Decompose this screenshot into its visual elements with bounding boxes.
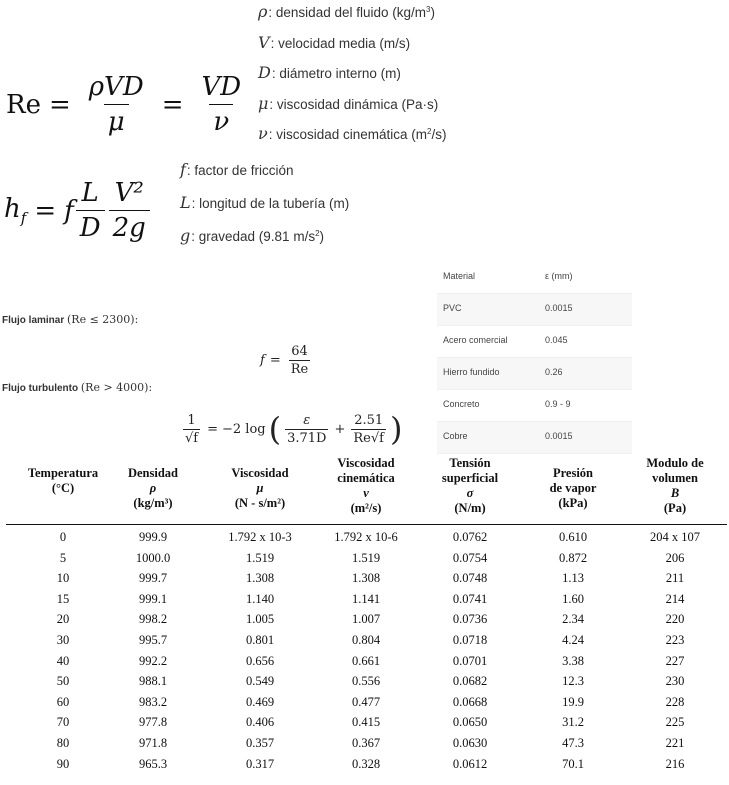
material-header: Material [443, 271, 476, 281]
table-cell: 223 [665, 633, 685, 647]
equals-sign: = [161, 89, 184, 120]
table-cell: 70.1 [562, 756, 584, 771]
laminar-flow-title: Flujo laminar [2, 315, 65, 326]
legend-text: : longitud de la tubería (m) [191, 196, 350, 211]
table-cell: 1000.0 [135, 550, 171, 565]
column-header-line: (°C) [51, 481, 75, 495]
equals-sign: = [207, 421, 219, 437]
table-cell: 1.141 [351, 591, 381, 606]
table-cell: 983.2 [138, 694, 168, 709]
table-cell: 1.519 [351, 550, 381, 565]
table-cell: 1.005 [245, 612, 275, 627]
head-loss-subscript: f [20, 209, 27, 228]
table-cell: 0.0701 [452, 653, 488, 668]
table-cell: 999.7 [138, 571, 168, 586]
table-cell: 0.367 [351, 736, 381, 750]
table-row [0, 713, 729, 734]
head-loss-numerator-1: L [81, 178, 99, 208]
table-cell: 228 [665, 694, 685, 709]
material-cell: Acero comercial [443, 335, 508, 345]
column-header-line: volumen [652, 471, 698, 485]
table-row [0, 693, 729, 714]
table-cell: 0.0630 [452, 736, 488, 750]
table-cell: 5 [59, 550, 67, 565]
colebrook-term2-denominator: Re√f [353, 430, 384, 446]
table-cell: 0.0650 [452, 715, 488, 730]
table-row [0, 569, 729, 590]
head-loss-denominator-2: 2g [109, 210, 150, 243]
colebrook-term1-denominator: 3.71D [287, 430, 327, 446]
colebrook-term2-numerator: 2.51 [354, 412, 384, 428]
roughness-cell: 0.26 [545, 367, 563, 377]
table-cell: 0.0741 [452, 591, 488, 606]
column-header [108, 466, 198, 511]
table-cell: 1.519 [245, 550, 275, 565]
table-cell: 60 [56, 694, 70, 709]
roughness-cell: 0.0015 [545, 431, 573, 441]
column-header-line: B [670, 486, 680, 500]
laminar-numerator: 64 [291, 344, 308, 359]
column-header-line: (m²/s) [350, 501, 382, 515]
table-cell: 20 [56, 612, 70, 627]
table-cell: 225 [665, 715, 685, 730]
table-cell: 3.38 [562, 653, 584, 668]
legend-symbol: f [180, 160, 186, 179]
column-header [205, 466, 315, 511]
table-cell: 4.24 [562, 633, 584, 647]
equals-sign: = [34, 195, 57, 226]
column-header-line: Presión [552, 466, 594, 480]
roughness-header: ε (mm) [545, 271, 573, 281]
colebrook-term1-numerator: ε [303, 412, 311, 428]
table-cell: 206 [665, 550, 685, 565]
laminar-lhs: f [260, 353, 265, 368]
column-header [420, 456, 520, 516]
table-cell: 227 [665, 653, 685, 668]
table-cell: 1.308 [245, 571, 275, 586]
column-header-line: cinemática [337, 471, 395, 485]
legend-text: : factor de fricción [186, 163, 294, 178]
table-cell: 211 [665, 571, 685, 586]
colebrook-lhs-numerator: 1 [187, 412, 196, 428]
table-cell: 15 [56, 591, 70, 606]
material-cell: Hierro fundido [443, 367, 500, 377]
left-paren: ( [268, 410, 282, 448]
table-cell: 0 [59, 530, 67, 544]
table-cell: 0.357 [245, 736, 275, 750]
column-header-line: Temperatura [27, 466, 99, 480]
colebrook-coefficient: −2 log [222, 421, 266, 437]
column-header-line: (kg/m³) [133, 496, 173, 510]
column-header-line: Viscosidad [231, 466, 289, 480]
roughness-cell: 0.9 - 9 [545, 399, 571, 409]
table-cell: 0.469 [245, 694, 275, 709]
legend-symbol: L [180, 193, 191, 212]
table-cell: 0.872 [558, 550, 588, 565]
table-cell: 12.3 [562, 674, 584, 689]
table-row [0, 672, 729, 693]
table-cell: 1.60 [562, 591, 584, 606]
table-cell: 0.0682 [452, 674, 488, 689]
reynolds-denominator-1: μ [104, 104, 129, 137]
table-cell: 971.8 [138, 736, 168, 750]
table-cell: 220 [665, 612, 685, 627]
table-cell: 0.0718 [452, 633, 488, 647]
legend-text: : viscosidad dinámica (Pa·s) [269, 96, 439, 112]
colebrook-lhs-denominator: √f [185, 430, 199, 446]
roughness-cell: 0.045 [545, 335, 568, 345]
legend-text-tail: ) [319, 229, 325, 244]
column-header-line: de vapor [549, 481, 597, 495]
table-cell: 0.661 [351, 653, 381, 668]
table-cell: 221 [665, 736, 685, 750]
table-row [0, 610, 729, 631]
material-cell: Cobre [443, 431, 468, 441]
column-header-line: μ [256, 481, 264, 495]
legend-symbol: μ [258, 93, 269, 113]
legend-symbol: g [180, 226, 191, 245]
table-cell: 992.2 [138, 653, 168, 668]
roughness-cell: 0.0015 [545, 303, 573, 313]
laminar-denominator: Re [290, 362, 309, 377]
legend-text: : densidad del fluido (kg/m [268, 5, 426, 20]
legend-text: : gravedad (9.81 m/s [191, 229, 316, 244]
table-cell: 10 [56, 571, 70, 586]
table-cell: 0.804 [351, 633, 381, 647]
column-header-line: ν [363, 486, 369, 500]
plus-sign: + [334, 421, 346, 437]
table-cell: 0.0612 [452, 756, 488, 771]
table-cell: 0.328 [351, 756, 381, 771]
table-cell: 0.656 [245, 653, 275, 668]
table-cell: 0.415 [351, 715, 381, 730]
reynolds-numerator-2: VD [201, 72, 242, 102]
table-cell: 995.7 [138, 633, 168, 647]
table-header-rule [6, 524, 727, 525]
table-row [0, 652, 729, 673]
laminar-flow-condition: (Re ≤ 2300): [67, 313, 139, 326]
column-header [528, 466, 618, 511]
table-cell: 0.406 [245, 715, 275, 730]
column-header-line: Tensión [449, 456, 491, 470]
table-cell: 90 [56, 756, 70, 771]
table-cell: 0.477 [351, 694, 381, 709]
legend-superscript: 3 [426, 5, 431, 14]
table-row [0, 528, 729, 549]
column-header-line: ρ [149, 481, 157, 495]
legend-text-tail: ) [430, 5, 435, 20]
table-cell: 30 [56, 633, 70, 647]
table-cell: 0.0754 [452, 550, 488, 565]
table-row [0, 590, 729, 611]
legend-text: : velocidad media (m/s) [270, 35, 411, 51]
table-cell: 2.34 [562, 612, 584, 627]
table-cell: 50 [56, 674, 70, 689]
table-cell: 988.1 [138, 674, 168, 689]
table-row [0, 734, 729, 755]
table-cell: 999.9 [138, 530, 168, 544]
table-cell: 230 [665, 674, 685, 689]
reynolds-denominator-2: ν [209, 104, 233, 137]
table-cell: 1.007 [351, 612, 381, 627]
table-cell: 0.0736 [452, 612, 488, 627]
legend-symbol: D [258, 63, 271, 82]
column-header-line: σ [466, 486, 474, 500]
column-header-line: superficial [441, 471, 499, 485]
column-header-line: Modulo de [646, 456, 704, 470]
table-row [0, 631, 729, 652]
material-cell: Concreto [443, 399, 480, 409]
legend-text-tail: /s) [431, 127, 447, 142]
legend-symbol: ν [258, 124, 268, 143]
right-paren: ) [389, 410, 403, 448]
head-loss-denominator-1: D [76, 210, 105, 243]
friction-factor-symbol: f [64, 195, 74, 226]
column-header-line: (kPa) [558, 496, 588, 510]
table-cell: 0.0762 [452, 530, 488, 544]
column-header-line: Viscosidad [337, 456, 395, 470]
legend-symbol: ρ [258, 2, 268, 21]
table-cell: 31.2 [562, 715, 584, 730]
table-cell: 204 x 107 [650, 530, 700, 544]
equals-sign: = [48, 89, 71, 120]
legend-superscript: 2 [427, 127, 432, 136]
legend-superscript: 2 [315, 229, 320, 238]
legend-text: : viscosidad cinemática (m [268, 127, 428, 142]
table-cell: 1.308 [351, 571, 381, 586]
table-cell: 0.610 [558, 530, 588, 544]
table-cell: 0.0748 [452, 571, 488, 586]
column-header-line: Densidad [127, 466, 179, 480]
table-cell: 965.3 [138, 756, 168, 771]
turbulent-flow-title: Flujo turbulento [2, 383, 79, 394]
table-cell: 1.792 x 10-3 [228, 530, 292, 544]
table-cell: 0.549 [245, 674, 275, 689]
table-cell: 214 [665, 591, 685, 606]
column-header [3, 466, 123, 496]
column-header [311, 456, 421, 516]
column-header [625, 456, 725, 516]
reynolds-lhs: Re [6, 89, 41, 120]
reynolds-numerator-1: ρVD [88, 72, 144, 102]
column-header-line: (N - s/m²) [234, 496, 286, 510]
table-cell: 19.9 [562, 694, 584, 709]
table-cell: 998.2 [138, 612, 168, 627]
table-cell: 0.317 [245, 756, 275, 771]
table-cell: 47.3 [562, 736, 584, 750]
turbulent-flow-condition: (Re > 4000): [80, 381, 153, 394]
table-cell: 80 [56, 736, 70, 750]
table-cell: 0.556 [351, 674, 381, 689]
table-cell: 70 [56, 715, 70, 730]
table-cell: 999.1 [138, 591, 168, 606]
table-cell: 1.792 x 10-6 [334, 530, 398, 544]
table-cell: 1.13 [562, 571, 584, 586]
head-loss-numerator-2: V² [114, 178, 144, 208]
legend-text: : diámetro interno (m) [271, 66, 401, 81]
table-cell: 1.140 [245, 591, 275, 606]
table-cell: 0.0668 [452, 694, 488, 709]
equals-sign: = [269, 353, 281, 368]
legend-symbol: V [258, 32, 270, 52]
table-row [0, 549, 729, 570]
column-header-line: (N/m) [454, 501, 486, 515]
table-cell: 40 [56, 653, 70, 668]
table-row [0, 755, 729, 776]
table-cell: 0.801 [245, 633, 275, 647]
column-header-line: (Pa) [663, 501, 687, 515]
table-cell: 216 [665, 756, 685, 771]
head-loss-symbol: h [4, 193, 21, 224]
material-cell: PVC [443, 303, 462, 313]
table-cell: 977.8 [138, 715, 168, 730]
